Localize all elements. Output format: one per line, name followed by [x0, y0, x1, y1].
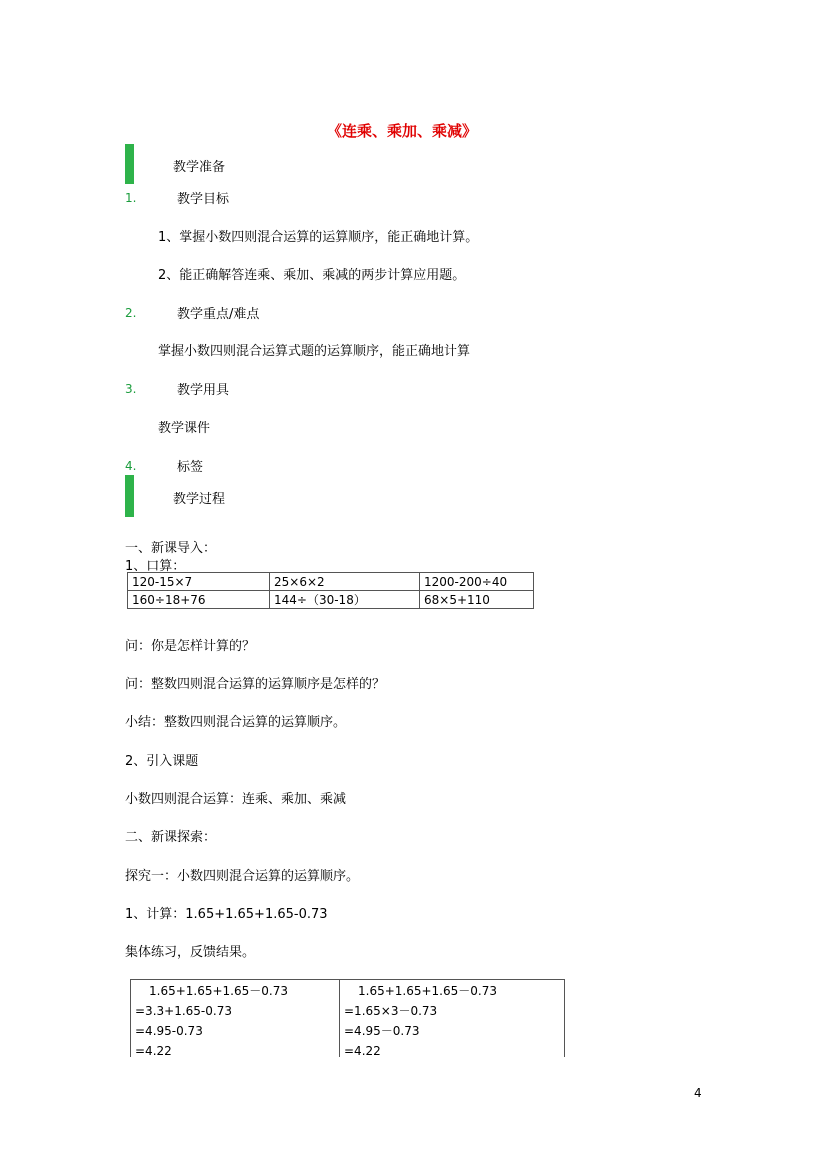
table-cell: 68×5+110	[420, 591, 534, 609]
goal-item: 2、能正确解答连乘、乘加、乘减的两步计算应用题。	[158, 268, 466, 283]
oral-calc-label: 1、口算：	[125, 559, 186, 574]
work-line: =1.65×3－0.73	[344, 1004, 438, 1018]
oral-calc-table-clip	[127, 572, 537, 612]
question-text: 问：你是怎样计算的？	[125, 639, 256, 654]
section-heading-goals: 教学目标	[177, 192, 230, 207]
process-heading: 教学过程	[173, 492, 226, 507]
prep-heading: 教学准备	[173, 160, 226, 175]
work-line: =4.22	[344, 1044, 381, 1057]
topic-text: 小数四则混合运算：连乘、乘加、乘减	[125, 792, 347, 807]
section-number-1: 1.	[125, 191, 137, 205]
section-heading-tags: 标签	[177, 460, 204, 475]
tools-text: 教学课件	[158, 421, 211, 436]
work-line: =3.3+1.65-0.73	[135, 1004, 232, 1018]
work-column-right	[340, 980, 565, 1058]
document-title: 《连乘、乘加、乘减》	[327, 122, 478, 140]
table-cell: 120-15×7	[128, 573, 270, 591]
table-cell: 1200-200÷40	[420, 573, 534, 591]
key-points-text: 掌握小数四则混合运算式题的运算顺序，能正确地计算	[158, 344, 471, 359]
work-column-left	[131, 980, 340, 1058]
table-row	[128, 573, 534, 591]
work-table	[130, 979, 565, 1057]
table-cell: 160÷18+76	[128, 591, 270, 609]
section-number-3: 3.	[125, 382, 137, 396]
intro-topic-text: 2、引入课题	[125, 754, 199, 769]
work-line: =4.95-0.73	[135, 1024, 203, 1038]
question-text: 问：整数四则混合运算的运算顺序是怎样的？	[125, 677, 386, 692]
table-row	[128, 591, 534, 609]
work-table-clip	[130, 979, 570, 1057]
page-number: 4	[694, 1086, 702, 1100]
table-row	[131, 980, 565, 1058]
section-heading-key-points: 教学重点/难点	[177, 307, 260, 322]
calc-text: 1、计算：1.65+1.65+1.65-0.73	[125, 907, 328, 922]
section-marker-bar	[125, 475, 134, 517]
work-line: 1.65+1.65+1.65－0.73	[358, 984, 497, 998]
section-number-2: 2.	[125, 306, 137, 320]
goal-item: 1、掌握小数四则混合运算的运算顺序，能正确地计算。	[158, 230, 479, 245]
summary-text: 小结：整数四则混合运算的运算顺序。	[125, 715, 347, 730]
section-heading-tools: 教学用具	[177, 383, 230, 398]
explore-text: 探究一：小数四则混合运算的运算顺序。	[125, 869, 360, 884]
part1-heading: 一、新课导入：	[125, 541, 217, 556]
section-number-4: 4.	[125, 459, 137, 473]
section-marker-bar	[125, 144, 134, 184]
oral-calc-table	[127, 572, 534, 609]
work-line: 1.65+1.65+1.65－0.73	[149, 984, 288, 998]
work-line: =4.95－0.73	[344, 1024, 420, 1038]
table-cell: 25×6×2	[270, 573, 420, 591]
work-line: =4.22	[135, 1044, 172, 1057]
table-cell: 144÷（30-18）	[270, 591, 420, 609]
part2-heading: 二、新课探索：	[125, 830, 217, 845]
collective-text: 集体练习，反馈结果。	[125, 945, 256, 960]
